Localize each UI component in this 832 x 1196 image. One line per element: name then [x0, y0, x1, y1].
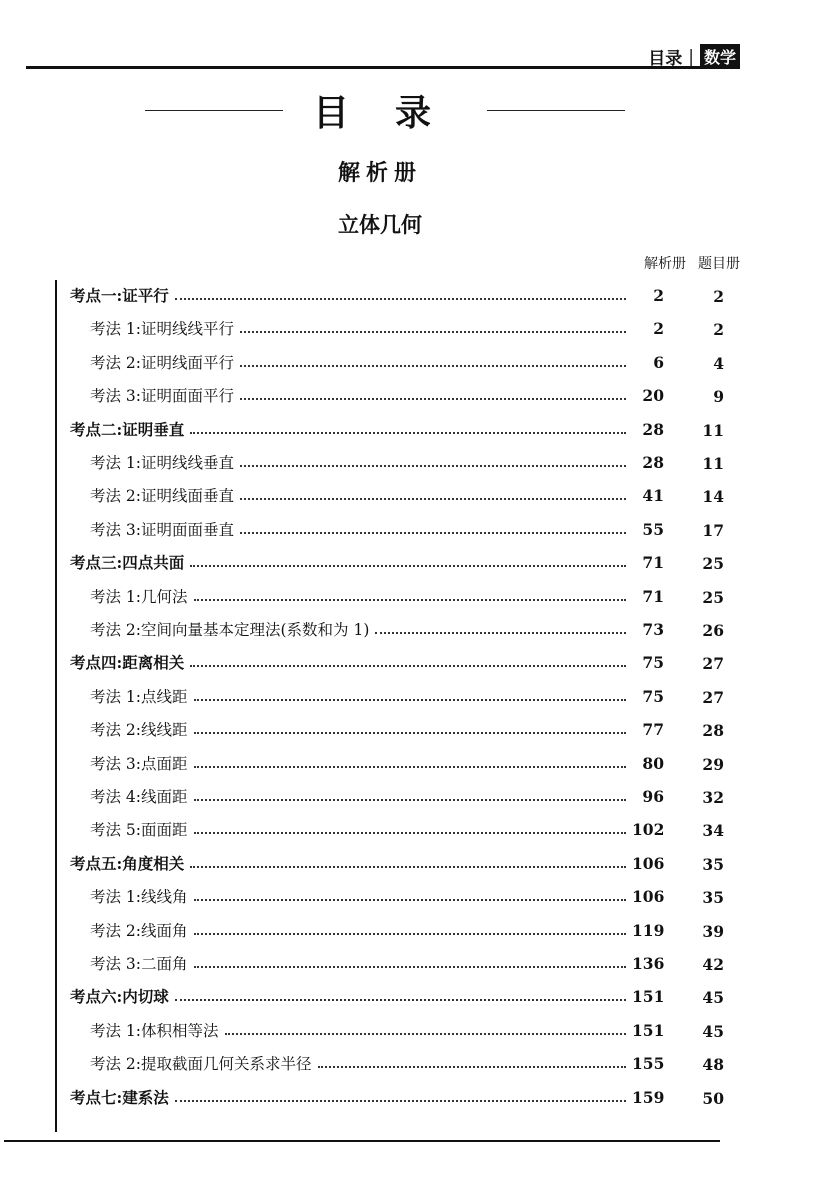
dot-leader	[194, 599, 626, 601]
dot-leader	[190, 432, 626, 434]
dot-leader	[194, 966, 626, 968]
toc-method-row[interactable]	[90, 681, 664, 711]
dot-leader	[194, 799, 626, 801]
toc-method-row[interactable]	[90, 614, 664, 644]
question-page-number: 45	[702, 1022, 724, 1041]
header-section: 目录	[648, 49, 683, 69]
toc-method-row[interactable]	[90, 915, 664, 945]
question-page-number: 11	[702, 421, 724, 440]
dot-leader	[375, 632, 626, 634]
dot-leader	[240, 465, 626, 467]
analysis-page-number: 2	[653, 285, 664, 305]
bottom-rule	[4, 1140, 720, 1142]
toc-entry-label: 考法 2:提取截面几何关系求半径	[90, 1055, 312, 1073]
toc-entry-label: 考点一:证平行	[70, 286, 169, 305]
toc-method-row[interactable]	[90, 948, 664, 978]
toc-entry-label: 考法 2:线面角	[90, 922, 188, 940]
toc-entry-label: 考法 2:线线距	[90, 721, 188, 739]
dot-leader	[240, 331, 626, 333]
question-page-number: 29	[702, 755, 724, 774]
toc-entry-label: 考点六:内切球	[70, 987, 169, 1006]
header-separator: |	[688, 46, 694, 67]
question-page-number: 4	[713, 354, 724, 373]
dot-leader	[190, 866, 626, 868]
analysis-page-number: 80	[642, 753, 664, 773]
section-title: 立体几何	[338, 212, 422, 237]
dot-leader	[194, 899, 626, 901]
column-header-questions: 题目册	[698, 256, 740, 272]
toc-entry-label: 考点四:距离相关	[70, 653, 185, 672]
question-page-number: 25	[702, 588, 724, 607]
dot-leader	[240, 498, 626, 500]
dot-leader	[175, 999, 626, 1001]
analysis-page-number: 159	[632, 1087, 665, 1107]
dot-leader	[190, 665, 626, 667]
toc-method-row[interactable]	[90, 447, 664, 477]
question-page-number: 14	[702, 487, 724, 506]
dot-leader	[175, 298, 626, 300]
analysis-page-number: 2	[653, 318, 664, 338]
toc-entry-label: 考法 1:证明线线垂直	[90, 454, 235, 472]
question-page-number: 17	[702, 521, 724, 540]
question-page-number: 32	[702, 788, 724, 807]
analysis-page-number: 28	[642, 419, 664, 439]
toc-method-row[interactable]	[90, 581, 664, 611]
analysis-page-number: 151	[632, 1020, 665, 1040]
toc-entry-label: 考点七:建系法	[70, 1088, 169, 1107]
question-page-number: 35	[702, 855, 724, 874]
toc-entry-label: 考法 1:线线角	[90, 888, 188, 906]
analysis-page-number: 6	[653, 352, 664, 372]
toc-entry-label: 考法 2:空间向量基本定理法(系数和为 1)	[90, 621, 370, 639]
analysis-page-number: 41	[642, 485, 664, 505]
question-page-number: 26	[702, 621, 724, 640]
toc-topic-row[interactable]	[70, 1082, 664, 1112]
dot-leader	[190, 565, 626, 567]
toc-method-row[interactable]	[90, 1015, 664, 1045]
question-page-number: 27	[702, 654, 724, 673]
toc-entry-label: 考法 5:面面距	[90, 821, 188, 839]
dot-leader	[175, 1100, 626, 1102]
toc-method-row[interactable]	[90, 781, 664, 811]
toc-method-row[interactable]	[90, 1048, 664, 1078]
toc-entry-label: 考法 4:线面距	[90, 788, 188, 806]
question-page-number: 2	[713, 287, 724, 306]
toc-entry-label: 考法 3:点面距	[90, 755, 188, 773]
analysis-page-number: 151	[632, 986, 665, 1006]
top-rule	[26, 66, 740, 69]
toc-method-row[interactable]	[90, 514, 664, 544]
dot-leader	[240, 398, 626, 400]
toc-entry-label: 考法 3:二面角	[90, 955, 188, 973]
analysis-page-number: 20	[642, 385, 664, 405]
toc-entry-label: 考点二:证明垂直	[70, 420, 185, 439]
question-page-number: 35	[702, 888, 724, 907]
title-row	[145, 88, 625, 132]
column-headers	[644, 253, 740, 273]
toc-entry-label: 考法 1:体积相等法	[90, 1022, 219, 1040]
analysis-page-number: 136	[632, 953, 665, 973]
analysis-page-number: 77	[642, 719, 664, 739]
analysis-page-number: 28	[642, 452, 664, 472]
question-page-number: 2	[713, 320, 724, 339]
question-page-number: 34	[702, 821, 724, 840]
toc-method-row[interactable]	[90, 313, 664, 343]
toc-topic-row[interactable]	[70, 981, 664, 1011]
dot-leader	[225, 1033, 626, 1035]
toc-entry-label: 考法 2:证明线面平行	[90, 354, 235, 372]
toc-method-row[interactable]	[90, 480, 664, 510]
analysis-page-number: 96	[642, 786, 664, 806]
dot-leader	[194, 732, 626, 734]
toc-method-row[interactable]	[90, 347, 664, 377]
analysis-page-number: 75	[642, 652, 664, 672]
question-page-number: 25	[702, 554, 724, 573]
toc-method-row[interactable]	[90, 748, 664, 778]
analysis-page-number: 73	[642, 619, 664, 639]
header-subject-badge: 数学	[700, 44, 740, 69]
analysis-page-number: 75	[642, 686, 664, 706]
analysis-page-number: 55	[642, 519, 664, 539]
toc-entry-label: 考法 1:证明线线平行	[90, 320, 235, 338]
dot-leader	[194, 933, 626, 935]
toc-topic-row[interactable]	[70, 280, 664, 310]
dot-leader	[318, 1066, 626, 1068]
question-page-number: 27	[702, 688, 724, 707]
question-page-number: 45	[702, 988, 724, 1007]
analysis-page-number: 106	[632, 853, 665, 873]
left-margin-bar	[55, 280, 57, 1132]
toc-entry-label: 考点五:角度相关	[70, 854, 185, 873]
toc-topic-row[interactable]	[70, 647, 664, 677]
question-page-number: 48	[702, 1055, 724, 1074]
toc-entry-label: 考法 3:证明面面垂直	[90, 521, 235, 539]
dot-leader	[194, 832, 626, 834]
toc-method-row[interactable]	[90, 881, 664, 911]
question-page-number: 42	[702, 955, 724, 974]
toc-topic-row[interactable]	[70, 414, 664, 444]
toc-method-row[interactable]	[90, 714, 664, 744]
title-rule-left	[145, 110, 283, 111]
dot-leader	[240, 365, 626, 367]
toc-topic-row[interactable]	[70, 547, 664, 577]
question-page-number: 39	[702, 922, 724, 941]
toc-entry-label: 考法 2:证明线面垂直	[90, 487, 235, 505]
toc-topic-row[interactable]	[70, 848, 664, 878]
column-header-analysis: 解析册	[644, 256, 686, 272]
analysis-page-number: 71	[642, 586, 664, 606]
toc-entry-label: 考法 1:点线距	[90, 688, 188, 706]
title-rule-right	[487, 110, 625, 111]
analysis-page-number: 102	[632, 819, 665, 839]
analysis-page-number: 71	[642, 552, 664, 572]
toc-entry-label: 考法 3:证明面面平行	[90, 387, 235, 405]
page-title: 目录	[313, 91, 478, 134]
analysis-page-number: 119	[632, 920, 665, 940]
dot-leader	[194, 699, 626, 701]
toc-method-row[interactable]	[90, 380, 664, 410]
question-page-number: 9	[713, 387, 724, 406]
analysis-page-number: 106	[632, 886, 665, 906]
question-page-number: 50	[702, 1089, 724, 1108]
question-page-number: 28	[702, 721, 724, 740]
dot-leader	[240, 532, 626, 534]
analysis-page-number: 155	[632, 1053, 665, 1073]
toc-method-row[interactable]	[90, 814, 664, 844]
toc-entry-label: 考法 1:几何法	[90, 588, 188, 606]
volume-title: 解析册	[337, 160, 422, 186]
toc-entry-label: 考点三:四点共面	[70, 553, 185, 572]
dot-leader	[194, 766, 626, 768]
question-page-number: 11	[702, 454, 724, 473]
